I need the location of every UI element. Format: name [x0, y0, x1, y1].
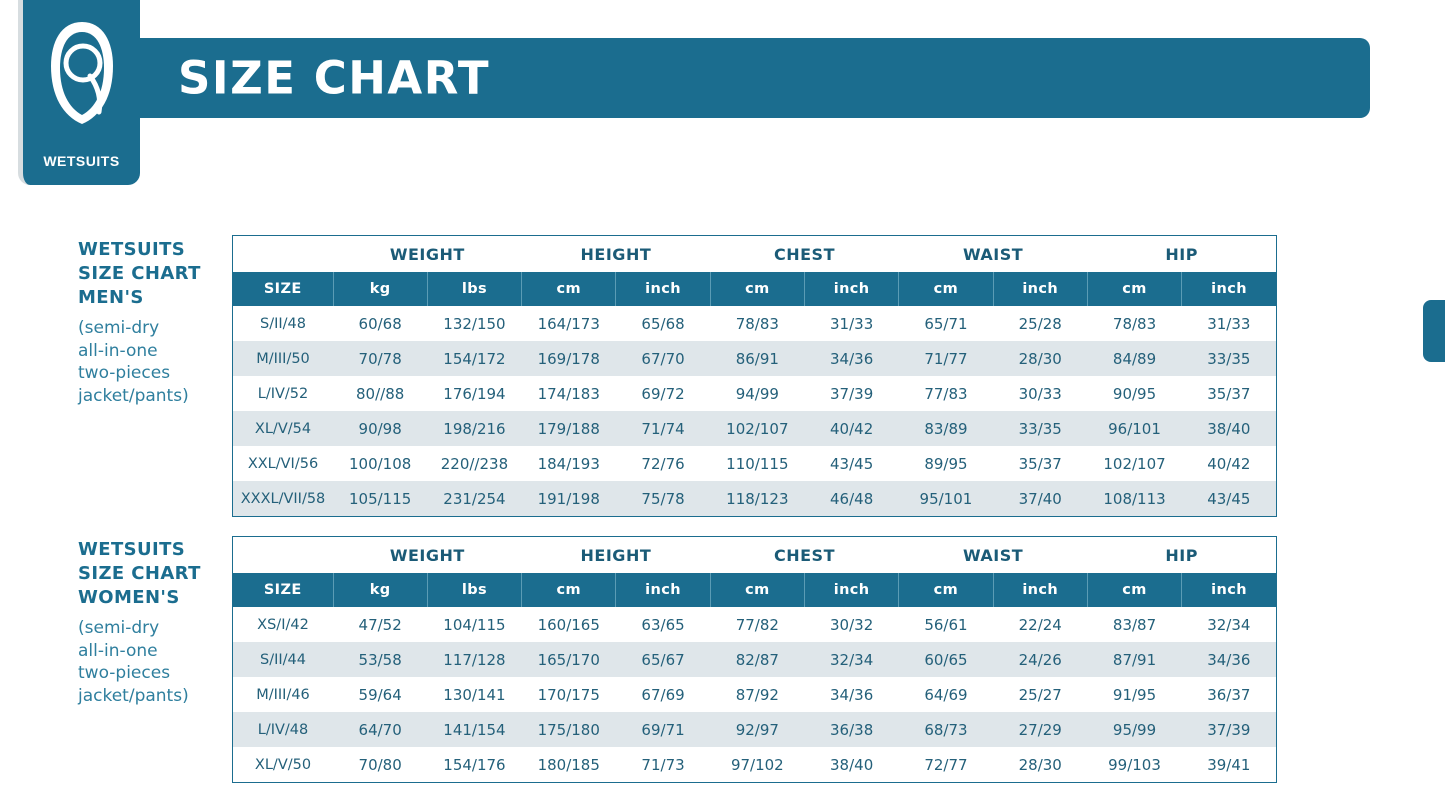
group-header-blank: [233, 236, 333, 272]
edge-tab[interactable]: [1423, 300, 1445, 362]
cell-height-cm: 164/173: [522, 306, 616, 341]
column-header-waist-inch: inch: [993, 272, 1087, 306]
cell-hip-cm: 102/107: [1087, 446, 1181, 481]
cell-height-cm: 160/165: [522, 607, 616, 642]
cell-size: XXL/VI/56: [233, 446, 333, 481]
cell-height-inch: 72/76: [616, 446, 710, 481]
cell-weight-kg: 70/78: [333, 341, 427, 376]
cell-height-inch: 69/72: [616, 376, 710, 411]
cell-chest-inch: 43/45: [804, 446, 898, 481]
table-row: [233, 411, 1276, 446]
cell-height-cm: 180/185: [522, 747, 616, 782]
cell-hip-cm: 95/99: [1087, 712, 1181, 747]
cell-hip-cm: 99/103: [1087, 747, 1181, 782]
cell-waist-inch: 28/30: [993, 341, 1087, 376]
column-header-row: [233, 272, 1276, 306]
table-row: [233, 481, 1276, 516]
cell-size: XL/V/54: [233, 411, 333, 446]
cell-size: L/IV/52: [233, 376, 333, 411]
cell-waist-inch: 24/26: [993, 642, 1087, 677]
cell-weight-kg: 59/64: [333, 677, 427, 712]
cell-size: M/III/46: [233, 677, 333, 712]
caption-sub-line-2: all-in-one: [78, 340, 158, 361]
column-header-hip-inch: inch: [1182, 272, 1276, 306]
cell-height-cm: 170/175: [522, 677, 616, 712]
cell-waist-cm: 71/77: [899, 341, 993, 376]
cell-size: S/II/44: [233, 642, 333, 677]
cell-height-inch: 65/68: [616, 306, 710, 341]
cell-size: L/IV/48: [233, 712, 333, 747]
cell-waist-cm: 64/69: [899, 677, 993, 712]
table-row: [233, 677, 1276, 712]
cell-hip-inch: 40/42: [1182, 446, 1276, 481]
cell-height-inch: 75/78: [616, 481, 710, 516]
cell-height-cm: 184/193: [522, 446, 616, 481]
table-body-mens: [233, 306, 1276, 516]
cell-weight-lbs: 198/216: [427, 411, 521, 446]
column-header-weight-lbs: lbs: [427, 272, 521, 306]
group-header-row: [233, 537, 1276, 573]
cell-chest-cm: 87/92: [710, 677, 804, 712]
cell-waist-inch: 33/35: [993, 411, 1087, 446]
group-header-weight: WEIGHT: [333, 537, 522, 573]
cell-weight-kg: 105/115: [333, 481, 427, 516]
table-row: [233, 376, 1276, 411]
cell-hip-inch: 37/39: [1182, 712, 1276, 747]
cell-chest-cm: 97/102: [710, 747, 804, 782]
cell-size: S/II/48: [233, 306, 333, 341]
title-bar: [140, 38, 1370, 118]
cell-waist-inch: 25/27: [993, 677, 1087, 712]
cell-chest-cm: 102/107: [710, 411, 804, 446]
cell-chest-inch: 46/48: [804, 481, 898, 516]
cell-chest-cm: 82/87: [710, 642, 804, 677]
cell-height-inch: 63/65: [616, 607, 710, 642]
wetsuits-badge: [18, 0, 140, 185]
cell-waist-cm: 60/65: [899, 642, 993, 677]
cell-weight-lbs: 130/141: [427, 677, 521, 712]
column-header-hip-cm: cm: [1087, 272, 1181, 306]
cell-weight-lbs: 141/154: [427, 712, 521, 747]
cell-hip-cm: 96/101: [1087, 411, 1181, 446]
page-title: SIZE CHART: [178, 51, 491, 105]
caption-sub-line-2: all-in-one: [78, 640, 158, 661]
cell-hip-cm: 91/95: [1087, 677, 1181, 712]
group-header-chest: CHEST: [710, 537, 899, 573]
cell-chest-inch: 31/33: [804, 306, 898, 341]
cell-waist-inch: 35/37: [993, 446, 1087, 481]
cell-weight-lbs: 104/115: [427, 607, 521, 642]
cell-weight-lbs: 132/150: [427, 306, 521, 341]
caption-sub-line-1: (semi-dry: [78, 318, 160, 339]
cell-height-cm: 169/178: [522, 341, 616, 376]
group-header-height: HEIGHT: [522, 236, 711, 272]
column-header-waist-cm: cm: [899, 272, 993, 306]
caption-title-line-3: WOMEN'S: [78, 586, 180, 608]
group-header-hip: HIP: [1087, 236, 1276, 272]
cell-chest-inch: 30/32: [804, 607, 898, 642]
size-table-womens: [233, 537, 1276, 782]
column-header-hip-inch: inch: [1182, 573, 1276, 607]
cell-waist-inch: 37/40: [993, 481, 1087, 516]
cell-waist-cm: 56/61: [899, 607, 993, 642]
cell-height-cm: 179/188: [522, 411, 616, 446]
column-header-chest-cm: cm: [710, 272, 804, 306]
cell-hip-cm: 83/87: [1087, 607, 1181, 642]
cell-size: XS/I/42: [233, 607, 333, 642]
caption-sub-line-4: jacket/pants): [78, 385, 189, 406]
cell-hip-inch: 38/40: [1182, 411, 1276, 446]
cell-waist-cm: 95/101: [899, 481, 993, 516]
caption-title-line-1: WETSUITS: [78, 239, 186, 260]
column-header-row: [233, 573, 1276, 607]
cell-weight-kg: 60/68: [333, 306, 427, 341]
cell-chest-inch: 36/38: [804, 712, 898, 747]
cell-hip-inch: 35/37: [1182, 376, 1276, 411]
table-row: [233, 607, 1276, 642]
cell-chest-cm: 78/83: [710, 306, 804, 341]
cell-chest-inch: 34/36: [804, 341, 898, 376]
cell-hip-inch: 31/33: [1182, 306, 1276, 341]
table-row: [233, 747, 1276, 782]
caption-sub-line-1: (semi-dry: [78, 618, 160, 639]
column-header-height-inch: inch: [616, 272, 710, 306]
cell-chest-inch: 37/39: [804, 376, 898, 411]
caption-title-line-2: SIZE CHART: [78, 262, 201, 284]
size-chart-womens: [232, 536, 1277, 783]
column-header-height-inch: inch: [616, 573, 710, 607]
group-header-height: HEIGHT: [522, 537, 711, 573]
cell-hip-cm: 78/83: [1087, 306, 1181, 341]
cell-waist-cm: 65/71: [899, 306, 993, 341]
column-header-weight-kg: kg: [333, 573, 427, 607]
cell-chest-cm: 77/82: [710, 607, 804, 642]
cell-hip-inch: 34/36: [1182, 642, 1276, 677]
cell-height-cm: 165/170: [522, 642, 616, 677]
column-header-chest-inch: inch: [804, 272, 898, 306]
group-header-hip: HIP: [1087, 537, 1276, 573]
group-header-waist: WAIST: [899, 537, 1088, 573]
cell-height-inch: 67/70: [616, 341, 710, 376]
cell-weight-lbs: 154/176: [427, 747, 521, 782]
column-header-chest-cm: cm: [710, 573, 804, 607]
cell-weight-kg: 70/80: [333, 747, 427, 782]
caption-sub-line-3: two-pieces: [78, 663, 171, 684]
cell-chest-inch: 32/34: [804, 642, 898, 677]
table-row: [233, 712, 1276, 747]
table-row: [233, 642, 1276, 677]
cell-weight-kg: 90/98: [333, 411, 427, 446]
cell-height-inch: 71/73: [616, 747, 710, 782]
size-table-mens: [233, 236, 1276, 516]
cell-weight-kg: 80//88: [333, 376, 427, 411]
column-header-size: SIZE: [233, 573, 333, 607]
cell-height-inch: 69/71: [616, 712, 710, 747]
cell-hip-cm: 90/95: [1087, 376, 1181, 411]
cell-waist-cm: 89/95: [899, 446, 993, 481]
caption-title-line-1: WETSUITS: [78, 539, 186, 560]
column-header-height-cm: cm: [522, 272, 616, 306]
column-header-hip-cm: cm: [1087, 573, 1181, 607]
cell-height-inch: 65/67: [616, 642, 710, 677]
cell-waist-inch: 28/30: [993, 747, 1087, 782]
group-header-waist: WAIST: [899, 236, 1088, 272]
caption-sub-line-4: jacket/pants): [78, 685, 189, 706]
cell-chest-inch: 38/40: [804, 747, 898, 782]
cell-height-inch: 71/74: [616, 411, 710, 446]
cell-hip-inch: 36/37: [1182, 677, 1276, 712]
caption-sub-line-3: two-pieces: [78, 363, 171, 384]
cell-chest-inch: 34/36: [804, 677, 898, 712]
cell-waist-inch: 27/29: [993, 712, 1087, 747]
cell-hip-cm: 84/89: [1087, 341, 1181, 376]
column-header-size: SIZE: [233, 272, 333, 306]
cell-size: XXXL/VII/58: [233, 481, 333, 516]
cell-size: M/III/50: [233, 341, 333, 376]
cell-weight-kg: 100/108: [333, 446, 427, 481]
cell-hip-cm: 108/113: [1087, 481, 1181, 516]
group-header-blank: [233, 537, 333, 573]
size-chart-mens: [232, 235, 1277, 517]
cell-weight-kg: 64/70: [333, 712, 427, 747]
cell-weight-kg: 53/58: [333, 642, 427, 677]
cell-chest-cm: 86/91: [710, 341, 804, 376]
cell-waist-cm: 72/77: [899, 747, 993, 782]
column-header-weight-kg: kg: [333, 272, 427, 306]
cell-chest-cm: 110/115: [710, 446, 804, 481]
cell-waist-cm: 83/89: [899, 411, 993, 446]
table-row: [233, 341, 1276, 376]
cell-waist-inch: 30/33: [993, 376, 1087, 411]
cell-size: XL/V/50: [233, 747, 333, 782]
caption-title-line-2: SIZE CHART: [78, 562, 201, 584]
cell-chest-cm: 92/97: [710, 712, 804, 747]
table-row: [233, 306, 1276, 341]
cell-hip-cm: 87/91: [1087, 642, 1181, 677]
cell-waist-cm: 77/83: [899, 376, 993, 411]
group-header-row: [233, 236, 1276, 272]
cell-waist-inch: 25/28: [993, 306, 1087, 341]
wetsuit-hood-icon: [43, 18, 121, 128]
column-header-waist-inch: inch: [993, 573, 1087, 607]
cell-hip-inch: 32/34: [1182, 607, 1276, 642]
cell-weight-kg: 47/52: [333, 607, 427, 642]
cell-hip-inch: 43/45: [1182, 481, 1276, 516]
table-body-womens: [233, 607, 1276, 782]
group-header-weight: WEIGHT: [333, 236, 522, 272]
cell-weight-lbs: 154/172: [427, 341, 521, 376]
cell-chest-cm: 94/99: [710, 376, 804, 411]
caption-title-line-3: MEN'S: [78, 286, 144, 308]
column-header-waist-cm: cm: [899, 573, 993, 607]
cell-chest-cm: 118/123: [710, 481, 804, 516]
column-header-chest-inch: inch: [804, 573, 898, 607]
column-header-height-cm: cm: [522, 573, 616, 607]
cell-waist-inch: 22/24: [993, 607, 1087, 642]
cell-chest-inch: 40/42: [804, 411, 898, 446]
cell-waist-cm: 68/73: [899, 712, 993, 747]
column-header-weight-lbs: lbs: [427, 573, 521, 607]
cell-hip-inch: 39/41: [1182, 747, 1276, 782]
cell-height-cm: 191/198: [522, 481, 616, 516]
cell-weight-lbs: 117/128: [427, 642, 521, 677]
cell-height-cm: 174/183: [522, 376, 616, 411]
cell-weight-lbs: 231/254: [427, 481, 521, 516]
page-header: [0, 0, 1445, 190]
cell-hip-inch: 33/35: [1182, 341, 1276, 376]
cell-height-cm: 175/180: [522, 712, 616, 747]
group-header-chest: CHEST: [710, 236, 899, 272]
cell-height-inch: 67/69: [616, 677, 710, 712]
cell-weight-lbs: 220//238: [427, 446, 521, 481]
table-row: [233, 446, 1276, 481]
badge-label: WETSUITS: [43, 153, 120, 169]
cell-weight-lbs: 176/194: [427, 376, 521, 411]
